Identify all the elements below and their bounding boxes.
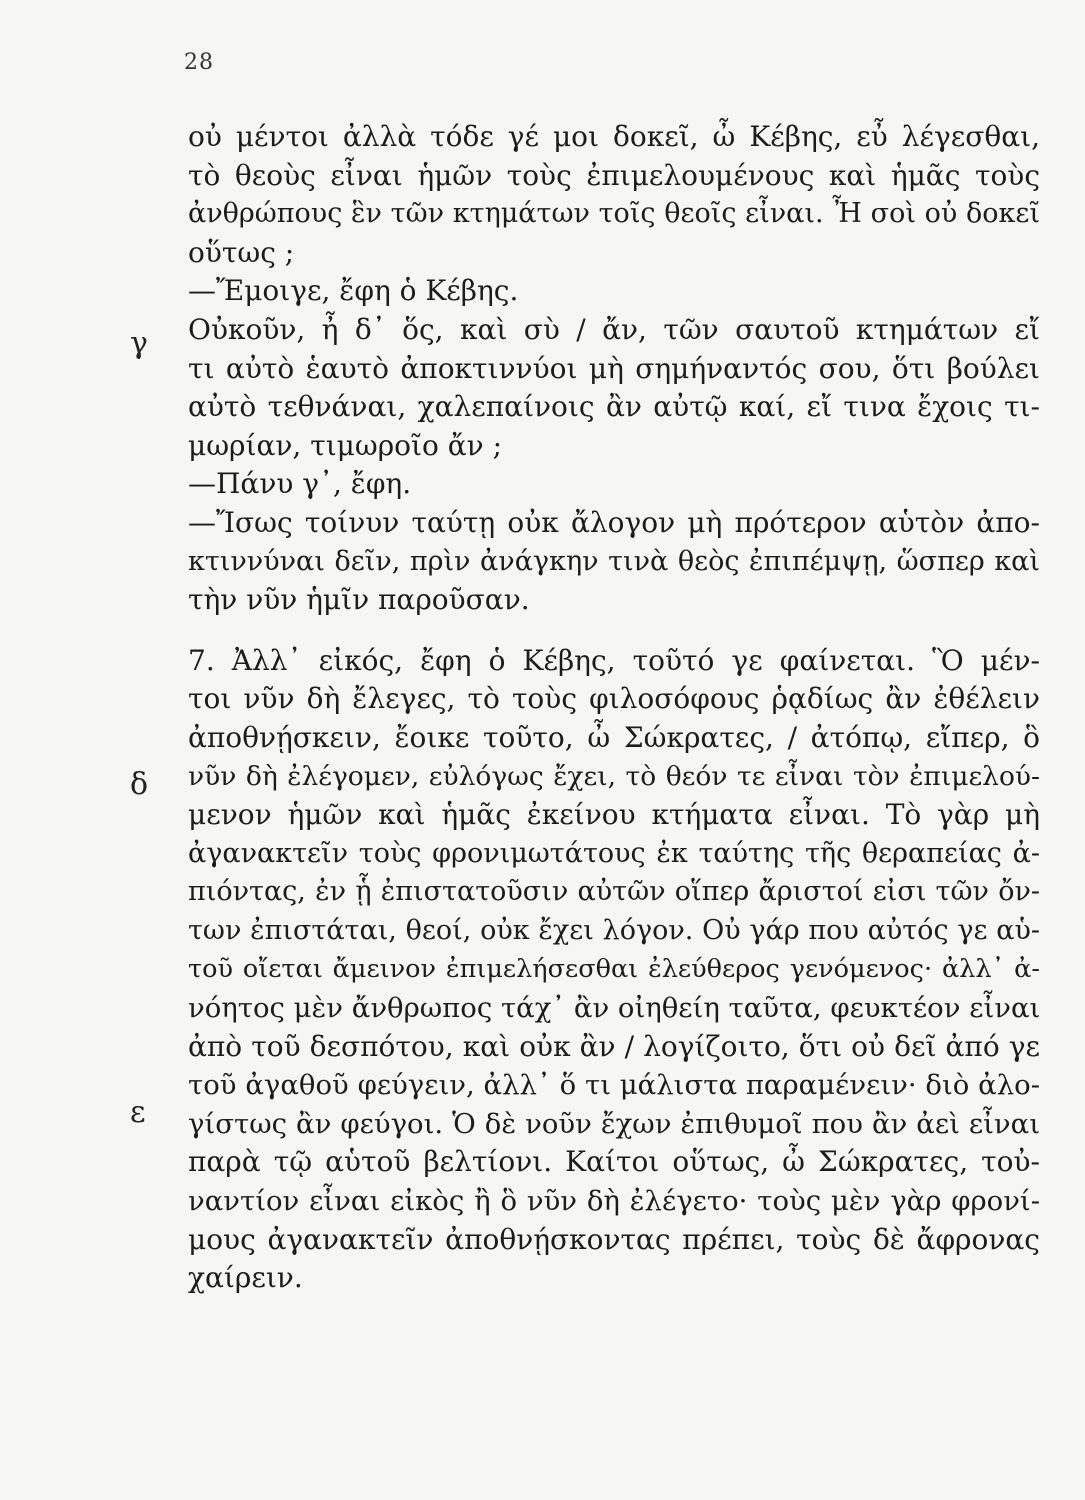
text-line: —Ἔμοιγε, ἔφη ὁ Κέβης. xyxy=(188,274,519,308)
page-number: 28 xyxy=(184,50,214,75)
text-line: ἀπὸ τοῦ δεσπότου, καὶ οὐκ ἂν / λογίζοιτο, ὅτι οὐ δεῖ ἀπό γε xyxy=(188,1029,1040,1063)
text-line: ἀγανακτεῖν τοὺς φρονιμωτάτους ἐκ ταύτης τῆς θεραπείας ἀ- xyxy=(188,837,1040,869)
text-line: νόητος μὲν ἄνθρωπος τάχ᾿ ἂν οἰηθείη ταῦτα, φευκτέον εἶναι xyxy=(188,992,1041,1025)
text-line: μους ἀγανακτεῖν ἀποθνῄσκοντας πρέπει, τοὺς δὲ ἄφρονας xyxy=(188,1222,1040,1256)
text-line: νῦν δὴ ἐλέγομεν, εὐλόγως ἔχει, τὸ θεόν τε εἶναι τὸν ἐπιμελού- xyxy=(188,760,1040,792)
text-line: μενον ἡμῶν καὶ ἡμᾶς ἐκείνου κτήματα εἶναι. Τὸ γὰρ μὴ xyxy=(188,798,1040,832)
text-line: αὐτὸ τεθνάναι, χαλεπαίνοις ἂν αὐτῷ καί, εἴ τινα ἔχοις τι- xyxy=(188,390,1040,424)
text-line: ἀποθνῄσκειν, ἔοικε τοῦτο, ὦ Σώκρατες, / ἀτόπῳ, εἴπερ, ὃ xyxy=(188,720,1040,754)
text-line: τοῦ ἀγαθοῦ φεύγειν, ἀλλ᾿ ὅ τι μάλιστα παραμένειν· διὸ ἀλο- xyxy=(188,1069,1040,1102)
text-line: τοῦ οἴεται ἄμεινον ἐπιμελήσεσθαι ἐλεύθερος γενόμενος· ἀλλ᾿ ἀ- xyxy=(188,954,1040,985)
text-line: γίστως ἂν φεύγοι. Ὁ δὲ νοῦν ἔχων ἐπιθυμοῖ που ἂν ἀεὶ εἶναι xyxy=(188,1107,1040,1140)
text-line: οὕτως ; xyxy=(188,235,295,269)
margin-marker-gamma: γ xyxy=(130,326,148,361)
text-line: πιόντας, ἐν ᾗ ἐπιστατοῦσιν αὐτῶν οἵπερ ἄριστοί εἰσι τῶν ὄν- xyxy=(188,876,1040,908)
text-line: τὸ θεοὺς εἶναι ἡμῶν τοὺς ἐπιμελουμένους καὶ ἡμᾶς τοὺς xyxy=(188,158,1040,192)
margin-marker-epsilon: ε xyxy=(130,1095,146,1130)
text-line: τι αὐτὸ ἑαυτὸ ἀποκτιννύοι μὴ σημήναντός σου, ὅτι βούλει xyxy=(188,351,1040,385)
text-line: οὐ μέντοι ἀλλὰ τόδε γέ μοι δοκεῖ, ὦ Κέβης, εὖ λέγεσθαι, xyxy=(188,120,1040,153)
margin-marker-delta: δ xyxy=(130,767,149,802)
text-line: 7. Ἀλλ᾿ εἰκός, ἔφη ὁ Κέβης, τοῦτό γε φαίνεται. Ὃ μέν- xyxy=(188,643,1040,677)
text-line: ἀνθρώπους ἓν τῶν κτημάτων τοῖς θεοῖς εἶναι. Ἦ σοὶ οὐ δοκεῖ xyxy=(188,198,1040,230)
text-line: τὴν νῦν ἡμῖν παροῦσαν. xyxy=(188,583,530,617)
text-line: —Πάνυ γ᾿, ἔφη. xyxy=(188,467,412,501)
text-line: —Ἴσως τοίνυν ταύτῃ οὐκ ἄλογον μὴ πρότερον αὑτὸν ἀπο- xyxy=(188,505,1040,539)
text-line: μωρίαν, τιμωροῖο ἄν ; xyxy=(188,428,503,462)
text-line: των ἐπιστάται, θεοί, οὐκ ἔχει λόγον. Οὐ γάρ που αὐτός γε αὑ- xyxy=(188,914,1040,946)
text-line: Οὐκοῦν, ἦ δ᾿ ὅς, καὶ σὺ / ἄν, τῶν σαυτοῦ κτημάτων εἴ xyxy=(188,312,1040,346)
text-line: κτιννύναι δεῖν, πρὶν ἀνάγκην τινὰ θεὸς ἐπιπέμψῃ, ὥσπερ καὶ xyxy=(188,545,1040,577)
text-line: χαίρειν. xyxy=(188,1261,303,1295)
text-line: παρὰ τῷ αὑτοῦ βελτίονι. Καίτοι οὕτως, ὦ Σώκρατες, τοὐ- xyxy=(188,1145,1040,1179)
text-line: ναντίον εἶναι εἰκὸς ἢ ὃ νῦν δὴ ἐλέγετο· τοὺς μὲν γὰρ φρονί- xyxy=(188,1185,1040,1218)
body-text xyxy=(188,118,1040,1298)
text-line: τοι νῦν δὴ ἔλεγες, τὸ τοὺς φιλοσόφους ῥᾳδίως ἂν ἐθέλειν xyxy=(188,682,1040,716)
